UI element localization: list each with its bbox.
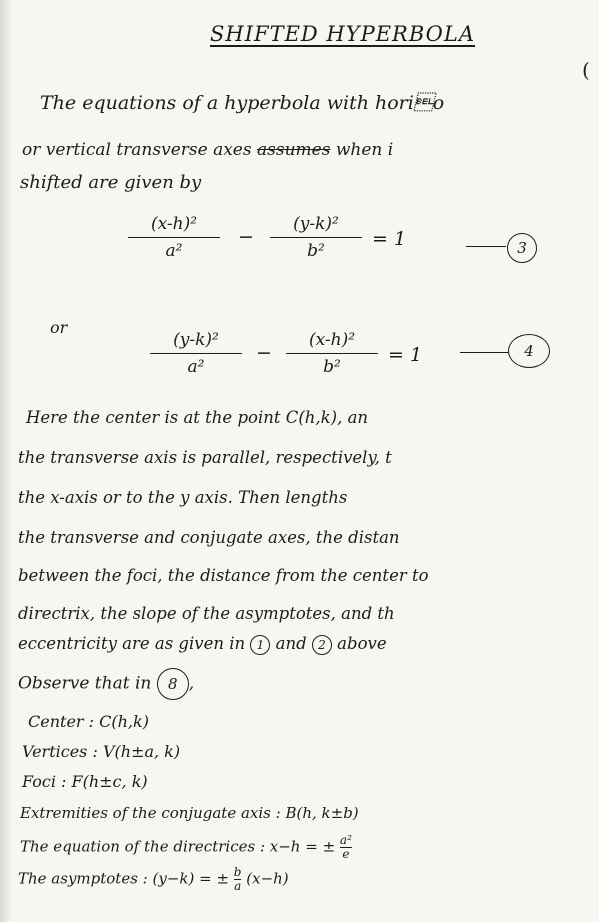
asymptotes-denominator: a [234,879,242,893]
body-line-6: directrix, the slope of the asymptotes, and th [18,604,395,623]
directrices-numerator: a² [339,833,352,847]
intro-line-1: The equations of a hyperbola with horio [40,92,445,114]
asymptotes-tail: (x−h) [246,869,289,888]
eq4-number-label: 4 [508,334,550,368]
summary-conjugate-axis: Extremities of the conjugate axis : B(h, k±b) [20,804,359,822]
eq3-first-fraction [128,214,220,261]
summary-asymptotes [18,866,289,893]
eq3-number-label: 3 [507,233,537,263]
corner-mark: ( [582,58,590,82]
body-line-2: the transverse axis is parallel, respectively, t [18,448,392,467]
body-line-4: the transverse and conjugate axes, the distan [18,528,400,547]
eq4-second-fraction [286,330,378,377]
or-word: or [50,318,68,337]
body-line-1: Here the center is at the point C(h,k), an [26,408,369,427]
eq4-equals: = 1 [388,344,423,366]
body-line-7-and: and [270,634,312,653]
intro-line-2 [22,140,393,160]
eq3-second-fraction [270,214,362,261]
body-line-7-start: eccentricity are as given in [18,634,251,653]
body-line-7-end: above [331,634,387,653]
asymptotes-label: The asymptotes : (y−k) = ± [18,869,230,888]
body-line-8-start: Observe that in [18,673,157,694]
eq3-equals: = 1 [372,228,407,250]
body-line-5: between the foci, the distance from the center to [18,566,429,585]
page-title: SHIFTED HYPERBOLA [210,22,476,46]
eq4-second-denominator: b² [323,357,341,377]
intro-line-3: shifted are given by [20,172,202,193]
eq4-first-fraction [150,330,242,377]
ref-circle-1: 1 [250,635,270,655]
eq3-first-numerator: (x-h)² [150,214,198,234]
intro-line-2-start: or vertical transverse axes [22,140,257,160]
eq3-minus: − [238,226,254,248]
directrices-fraction [340,834,352,861]
page-edge-shadow [0,0,12,922]
directrices-denominator: e [340,847,352,861]
eq4-second-numerator: (x-h)² [308,330,356,350]
ref-circle-8: 8 [157,668,189,700]
ref-circle-2: 2 [312,635,332,655]
intro-line-2-struck-word: assumes [256,140,331,160]
asymptotes-fraction [234,866,242,893]
directrices-label: The equation of the directrices : x−h = ± [20,837,336,856]
body-line-8-end: , [188,673,195,694]
body-line-8 [18,668,194,700]
eq4-leader-line [460,352,508,353]
body-line-3: the x-axis or to the y axis. Then lengths [18,488,348,507]
eq3-second-denominator: b² [307,241,325,261]
body-line-7 [18,634,387,655]
intro-line-2-end: when i [330,140,394,160]
summary-center: Center : C(h,k) [28,712,149,731]
asymptotes-numerator: b [233,865,242,879]
summary-vertices: Vertices : V(h±a, k) [22,742,181,761]
eq4-first-denominator: a² [187,357,205,377]
eq3-second-numerator: (y-k)² [293,214,339,234]
summary-directrices [20,834,352,861]
summary-foci: Foci : F(h±c, k) [22,772,148,791]
eq4-minus: − [256,342,272,364]
eq4-first-numerator: (y-k)² [173,330,219,350]
eq3-leader-line [466,246,506,247]
eq3-first-denominator: a² [165,241,183,261]
